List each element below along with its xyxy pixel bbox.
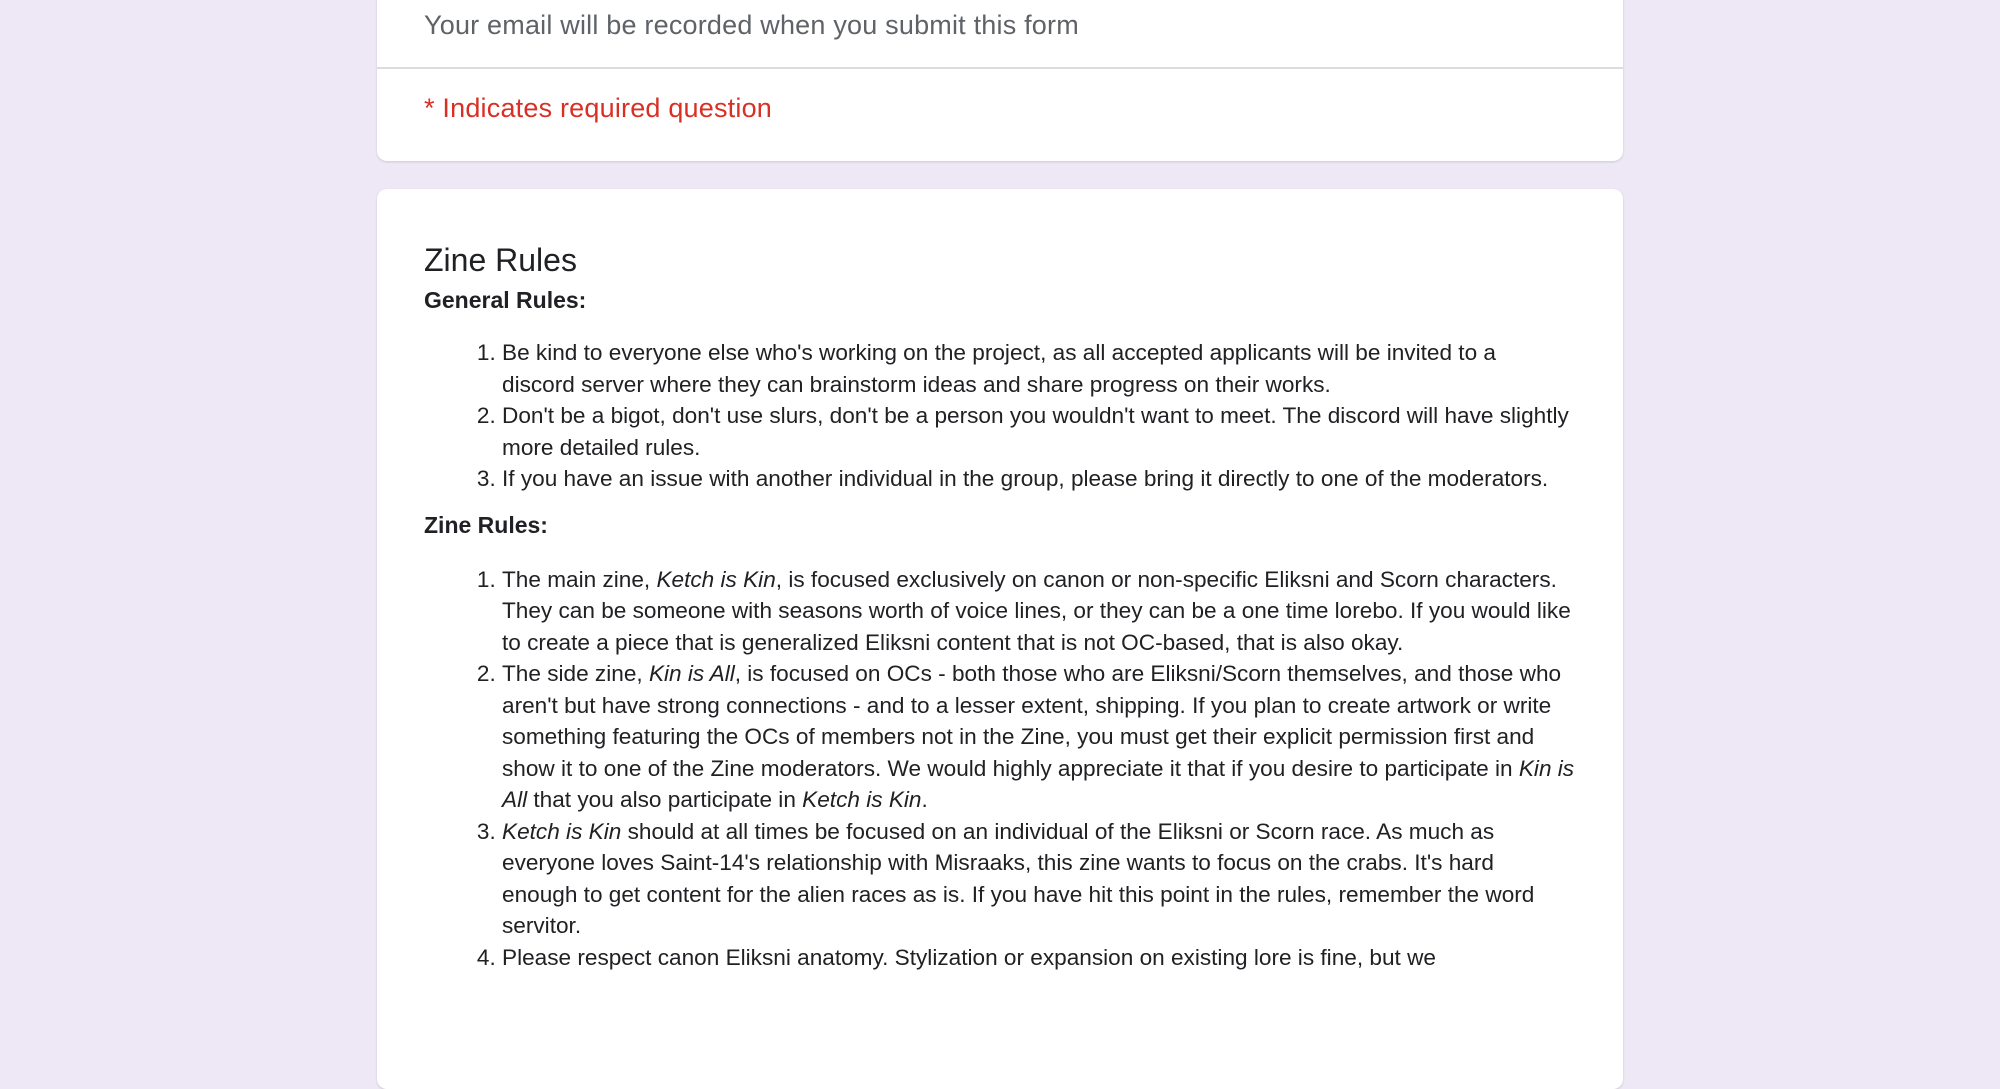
zine-rule-1: 1. The main zine, Ketch is Kin, is focused exclusively on canon or non-specific Eliksni and Scorn characters. They can be someone with seasons worth of voice lines, or they can be a one time lorebo. If you would like to create a piece that is generalized Eliksni content that is not OC-based, that is also okay.	[502, 564, 1575, 659]
zine-rules-section	[377, 189, 1623, 1089]
general-rule-2: 2. Don't be a bigot, don't use slurs, don't be a person you wouldn't want to meet. The discord will have slightly more detailed rules.	[502, 400, 1575, 463]
zine-rules-heading: Zine Rules:	[424, 511, 548, 538]
general-rule-1: 1. Be kind to everyone else who's working on the project, as all accepted applicants will be invited to a discord server where they can brainstorm ideas and share progress on their works.	[502, 337, 1575, 400]
zine-rule-4: 4. Please respect canon Eliksni anatomy. Stylization or expansion on existing lore is fine, but we	[502, 942, 1575, 974]
email-recorded-note: Your email will be recorded when you submit this form	[424, 10, 1079, 40]
required-question-note: * Indicates required question	[424, 93, 773, 123]
header-divider	[377, 67, 1623, 69]
zine-rule-2: 2. The side zine, Kin is All, is focused on OCs - both those who are Eliksni/Scorn themselves, and those who aren't but have strong connections - and to a lesser extent, shipping. If you plan to create artwork or write something featuring the OCs of members not in the Zine, you must get their explicit permission first and show it to one of the Zine moderators. We would highly appreciate it that if you desire to participate in Kin is All that you also participate in Ketch is Kin.	[502, 658, 1575, 816]
zine-title-ketch-is-kin: Ketch is Kin	[656, 566, 776, 592]
general-rule-3: 3. If you have an issue with another individual in the group, please bring it directly to one of the moderators.	[502, 463, 1575, 495]
zine-rule-3: 3. Ketch is Kin should at all times be focused on an individual of the Eliksni or Scorn race. As much as everyone loves Saint-14's relationship with Misraaks, this zine wants to focus on the crabs. It's hard enough to get content for the alien races as is. If you have hit this point in the rules, remember the word servitor.	[502, 816, 1575, 942]
section-title: Zine Rules	[424, 242, 577, 278]
zine-title-kin-is-all: Kin is All	[648, 661, 735, 686]
form-header-card	[377, 0, 1623, 161]
general-rules-list	[424, 337, 1575, 495]
general-rules-heading: General Rules:	[424, 287, 587, 313]
zine-rules-list	[424, 564, 1575, 974]
